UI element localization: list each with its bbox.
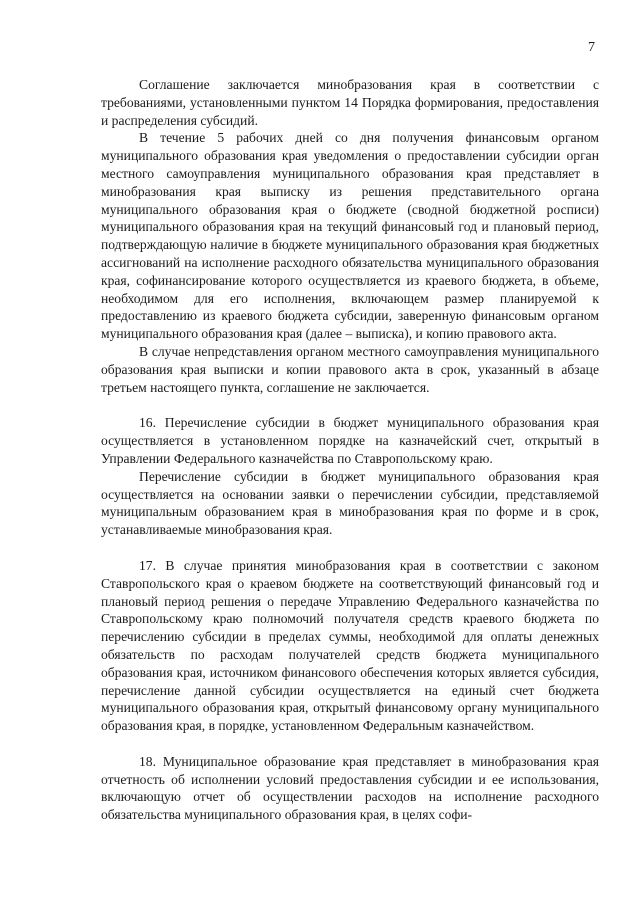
paragraph-budget-extract: В течение 5 рабочих дней со дня получения финансовым органом муниципального образования края уведомления о предоставлении субсидии орган местного самоуправления муниципального образования края представляет в минобразования края выписку из решения представительного органа муниципального образования края о бюджете (сводной бюджетной росписи) муниципального образования края на текущий финансовый год и плановый период, подтверждающую наличие в бюджете муниципального образования края бюджетных ассигнований на исполнение расходного обязательства муниципального образования края, софинансирование которого осуществляется из краевого бюджета, в объеме, необходимом для его исполнения, включающем размер планируемой к предоставлению из краевого бюджета субсидии, заверенную финансовым органом муниципального образования края (далее – выписка), и копию правового акта.: [101, 130, 599, 342]
section-gap: [101, 539, 599, 557]
section-gap: [101, 735, 599, 753]
paragraph-non-submission: В случае непредставления органом местного самоуправления муниципального образования края выписки и копии правового акта в срок, указанный в абзаце третьем настоящего пункта, соглашение не заключается.: [101, 343, 599, 395]
paragraph-agreement-requirements: Соглашение заключается минобразования края в соответствии с требованиями, установленными пунктом 14 Порядка формирования, предоставления и распределения субсидий.: [101, 77, 599, 128]
paragraph-item-16: 16. Перечисление субсидии в бюджет муниципального образования края осуществляется в установленном порядке на казначейский счет, открытый в Управлении Федерального казначейства по Ставропольскому краю.: [101, 415, 599, 466]
paragraph-item-18: 18. Муниципальное образование края представляет в минобразования края отчетность об исполнении условий предоставления субсидии и ее использования, включающую отчет об осуществлении расходов на исполнение расходного обязательства муниципального образования края, в целях софи-: [101, 753, 599, 823]
paragraph-transfer-request: Перечисление субсидии в бюджет муниципального образования края осуществляется на основании заявки о перечислении субсидии, представляемой муниципальным образованием края в минобразования края по форме и в срок, устанавливаемые минобразования края.: [101, 468, 599, 538]
page-number: 7: [588, 40, 595, 55]
paragraph-item-17: 17. В случае принятия минобразования края в соответствии с законом Ставропольского края о краевом бюджете на соответствующий финансовый год и плановый период решения о передаче Управлению Федерального казначейства по Ставропольскому краю полномочий получателя средств краевого бюджета по перечислению субсидии в пределах суммы, необходимой для оплаты денежных обязательств по расходам получателей средств бюджета муниципального образования края, источником финансового обеспечения которых является субсидия, перечисление данной субсидии осуществляется на единый счет бюджета муниципального образования края, открытый финансовому органу муниципального образования края, в порядке, установленном Федеральным казначейством.: [101, 557, 599, 734]
document-body: [101, 76, 599, 824]
section-gap: [101, 396, 599, 414]
